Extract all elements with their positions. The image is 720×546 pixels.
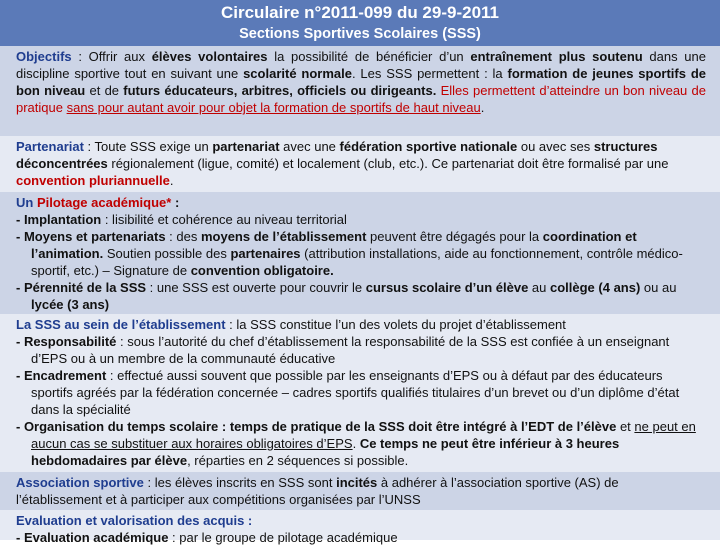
text: : la SSS constitue l’un des volets du projet d’établissement	[225, 317, 566, 332]
text: et de	[85, 83, 124, 98]
objectifs-paragraph	[16, 48, 706, 116]
text: Soutien possible des	[103, 246, 231, 261]
list-item	[16, 529, 706, 546]
list-item	[16, 279, 706, 313]
pilotage-label-red: Pilotage académique*	[36, 195, 172, 210]
text: : Toute SSS exige un	[83, 139, 213, 154]
text: ou au	[640, 280, 677, 295]
page-title: Circulaire n°2011-099 du 29-9-2011	[220, 3, 500, 22]
text: avec une	[279, 139, 340, 154]
text-bold: collège (4 ans)	[549, 280, 641, 295]
text-bold: - Pérennité de la SSS	[16, 280, 147, 295]
text: .	[480, 100, 485, 115]
partenariat-paragraph	[16, 138, 706, 189]
list-item	[16, 418, 706, 469]
text-bold: élèves volontaires	[151, 49, 268, 64]
section-partenariat	[0, 136, 720, 192]
etablissement-heading	[16, 316, 706, 333]
text-red: Elles permettent d’atteindre un bon niveau de pratique	[16, 83, 706, 115]
section-association	[0, 472, 720, 510]
text: .	[169, 173, 174, 188]
text-bold: - Organisation du temps scolaire : temps de pratique de la SSS doit être intégré à l’EDT de l’élève	[16, 419, 617, 434]
text-bold: convention obligatoire.	[190, 263, 334, 278]
text: :	[171, 195, 180, 210]
text-bold: - Moyens et partenariats	[16, 229, 166, 244]
text-bold: entraînement plus soutenu	[470, 49, 643, 64]
text: peuvent être dégagés pour la	[366, 229, 543, 244]
association-label: Association sportive	[16, 475, 144, 490]
page-subtitle: Sections Sportives Scolaires (SSS)	[239, 26, 481, 42]
text-bold: futurs éducateurs, arbitres, officiels ou dirigeants.	[123, 83, 437, 98]
text-bold: lycée (3 ans)	[31, 297, 110, 312]
text-red-underlined: sans pour autant avoir pour objet la formation de sportifs de haut niveau	[66, 100, 481, 115]
text-bold: - Responsabilité	[16, 334, 117, 349]
etablissement-label: La SSS au sein de l’établissement	[16, 317, 226, 332]
text-bold: coordination et l’animation.	[31, 229, 637, 261]
pilotage-label: Un	[16, 195, 37, 210]
text-bold: scolarité normale	[243, 66, 352, 81]
text-bold: structures déconcentrées	[16, 139, 658, 171]
text: et	[616, 419, 635, 434]
text: : Offrir aux	[71, 49, 152, 64]
text-red-bold: convention pluriannuelle	[16, 173, 170, 188]
text-bold: cursus scolaire d’un élève	[365, 280, 529, 295]
text: : effectué aussi souvent que possible par les enseignants d’EPS ou à défaut par des éducateurs sportifs agréés par la fédération concernée – cadres sportifs qualifiés titulaires d’un brevet ou d’un diplôme d’état dans la spécialité	[31, 368, 680, 417]
association-paragraph	[16, 474, 706, 508]
list-item	[16, 228, 706, 279]
text: la possibilité de bénéficier d’un	[267, 49, 471, 64]
text-bold: Ce temps ne peut être inférieur à 3 heures hebdomadaires par élève	[31, 436, 620, 468]
text-bold: fédération sportive nationale	[339, 139, 518, 154]
text-bold: - Encadrement	[16, 368, 107, 383]
text-bold: - Implantation	[16, 212, 102, 227]
text: . Les SSS permettent : la	[351, 66, 508, 81]
text: dans une discipline sportive tout en suivant une	[16, 49, 706, 81]
text: : par le groupe de pilotage académique	[168, 530, 398, 545]
text: : les élèves inscrits en SSS sont	[143, 475, 337, 490]
text: : une SSS est ouverte pour couvrir le	[146, 280, 366, 295]
text-bold: partenariat	[212, 139, 280, 154]
text-bold: incités	[336, 475, 378, 490]
list-item	[16, 333, 706, 367]
text-bold: - Evaluation académique	[16, 530, 169, 545]
text: (attribution installations, aide au fonctionnement, contrôle médico-sportif, etc.) – Signature de	[31, 246, 683, 278]
objectifs-label: Objectifs	[16, 49, 72, 64]
text: régionalement (ligue, comité) et localement (club, etc.). Ce partenariat doit être formalisé par une	[107, 156, 669, 171]
text: au	[528, 280, 550, 295]
evaluation-heading	[16, 512, 706, 529]
text: à adhérer à l’association sportive (AS) de l’établissement et à participer aux compétitions organisées par l’UNSS	[16, 475, 619, 507]
text: ou avec ses	[517, 139, 594, 154]
evaluation-label: Evaluation et valorisation des acquis :	[16, 513, 253, 528]
header-banner	[0, 0, 720, 46]
text: : sous l’autorité du chef d’établissement la responsabilité de la SSS est confiée à un enseignant d’EPS ou à un membre de la communauté éducative	[31, 334, 670, 366]
text: : lisibilité et cohérence au niveau territorial	[101, 212, 347, 227]
partenariat-label: Partenariat	[16, 139, 84, 154]
text-bold: formation de jeunes sportifs de bon niveau	[16, 66, 706, 98]
text-underlined: ne peut en aucun cas se substituer aux horaires obligatoires d’EPS	[31, 419, 696, 451]
text-bold: partenaires	[230, 246, 301, 261]
text: , réparties en 2 séquences si possible.	[187, 453, 409, 468]
text: .	[352, 436, 360, 451]
section-pilotage	[0, 192, 720, 314]
text: : des	[165, 229, 201, 244]
list-item	[16, 211, 706, 228]
pilotage-heading	[16, 194, 706, 211]
section-objectifs	[0, 46, 720, 136]
section-evaluation	[0, 510, 720, 545]
section-etablissement	[0, 314, 720, 472]
list-item	[16, 367, 706, 418]
text-bold: moyens de l’établissement	[200, 229, 367, 244]
